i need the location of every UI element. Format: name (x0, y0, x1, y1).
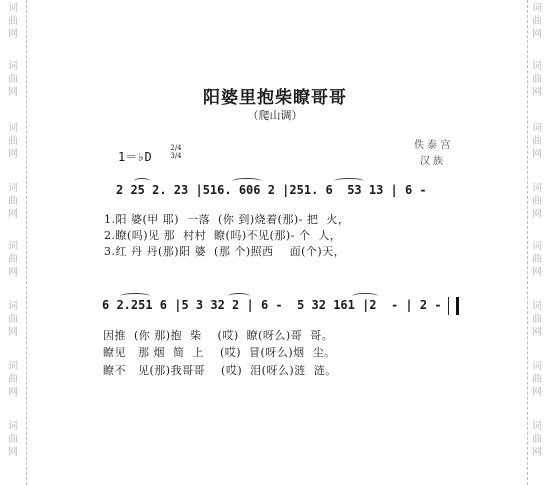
watermark: 词 曲 网 (8, 183, 18, 220)
watermark: 词 曲 网 (532, 61, 542, 98)
time-signature: 2/4 3/4 (170, 144, 182, 160)
watermark: 词 曲 网 (8, 3, 18, 40)
watermark: 词 曲 网 (8, 61, 18, 98)
credit-line: 汉 族 (420, 156, 444, 167)
watermark: 词 曲 网 (8, 421, 18, 458)
watermark: 词 曲 网 (8, 123, 18, 160)
lyric-line: 瞭不 见(那)我哥哥 (哎) 泪(呀么)涟 涟。 (103, 364, 337, 377)
lyric-line: 因推 (你 那)抱 柴 (哎) 瞭(呀么)哥 哥。 (103, 329, 334, 342)
watermark: 词 曲 网 (532, 361, 542, 398)
watermark: 词 曲 网 (8, 301, 18, 338)
final-barline (448, 297, 459, 315)
lyric-line: 3.红 丹 丹(那)阳 婆 (那 个)照西 面(个)天， (104, 245, 346, 258)
watermark: 词 曲 网 (8, 241, 18, 278)
lyric-line: 1.阳 婆(甲 耶) 一落 (你 到)烧着(那)- 把 火， (104, 213, 350, 226)
notation-line-1: 2 25 2. 23 |516. 606 2 |251. 6 53 13 | 6 - (116, 183, 427, 197)
key-signature: 1＝♭D (118, 150, 152, 164)
watermark: 词 曲 网 (8, 361, 18, 398)
lyric-line: 2.瞭(吗)见 那 村村 瞭(吗)不见(那)- 个 人， (104, 229, 342, 242)
watermark: 词 曲 网 (532, 421, 542, 458)
credits (414, 138, 450, 170)
song-subtitle: （爬山调） (247, 109, 303, 122)
notation-line-2: 6 2.251 6 |5 3 32 2 | 6 - 5 32 161 |2 - | 2 - (102, 298, 442, 312)
watermark: 词 曲 网 (532, 3, 542, 40)
credit-line: 佚 泰 宫 (414, 140, 451, 151)
watermark: 词 曲 网 (532, 183, 542, 220)
watermark: 词 曲 网 (532, 301, 542, 338)
song-title: 阳婆里抱柴瞭哥哥 (203, 88, 347, 108)
watermark: 词 曲 网 (532, 123, 542, 160)
watermark: 词 曲 网 (532, 241, 542, 278)
lyric-line: 瞭见 那 烟 简 上 (哎) 冒(呀么)烟 尘。 (103, 346, 336, 359)
